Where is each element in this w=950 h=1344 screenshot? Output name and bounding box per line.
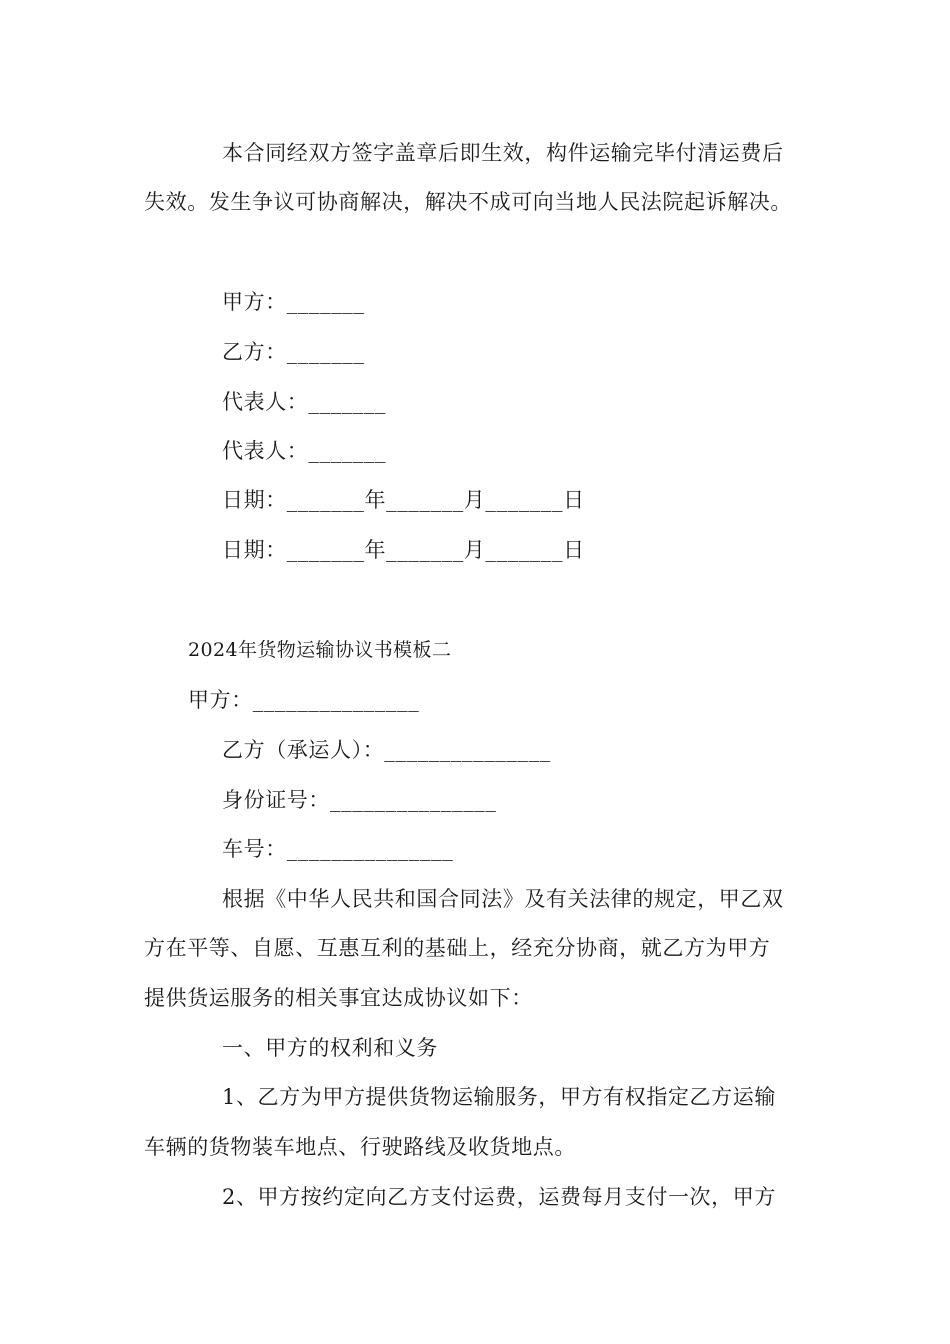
signature-representative-b: 代表人：_______ bbox=[222, 439, 387, 463]
preamble-line-2: 方在平等、自愿、互惠互利的基础上，经充分协商，就乙方为甲方 bbox=[144, 936, 771, 960]
preamble-line-3: 提供货运服务的相关事宜达成协议如下： bbox=[144, 986, 533, 1010]
clause-2-line-1: 2、甲方按约定向乙方支付运费，运费每月支付一次，甲方 bbox=[222, 1185, 776, 1209]
template-two-title: 2024年货物运输协议书模板二 bbox=[188, 639, 452, 661]
closing-clause-line-2: 失效。发生争议可协商解决，解决不成可向当地人民法院起诉解决。 bbox=[144, 190, 792, 214]
clause-1-line-2: 车辆的货物装车地点、行驶路线及收货地点。 bbox=[144, 1135, 576, 1159]
signature-representative-a: 代表人：_______ bbox=[222, 390, 387, 414]
clause-1-line-1: 1、乙方为甲方提供货物运输服务，甲方有权指定乙方运输 bbox=[222, 1085, 776, 1109]
signature-date-b: 日期：_______年_______月_______日 bbox=[222, 538, 585, 562]
signature-party-a: 甲方：_______ bbox=[222, 290, 365, 314]
template-two-party-a: 甲方：_______________ bbox=[188, 688, 420, 712]
template-two-id-number: 身份证号：_______________ bbox=[222, 788, 497, 812]
preamble-line-1: 根据《中华人民共和国合同法》及有关法律的规定，甲乙双 bbox=[222, 887, 784, 911]
template-two-vehicle-number: 车号：_______________ bbox=[222, 837, 454, 861]
signature-date-a: 日期：_______年_______月_______日 bbox=[222, 488, 585, 512]
template-two-party-b: 乙方（承运人）：_______________ bbox=[222, 738, 551, 762]
closing-clause-line-1: 本合同经双方签字盖章后即生效，构件运输完毕付清运费后 bbox=[222, 141, 784, 165]
section-one-heading: 一、甲方的权利和义务 bbox=[222, 1036, 438, 1060]
signature-party-b: 乙方：_______ bbox=[222, 340, 365, 364]
